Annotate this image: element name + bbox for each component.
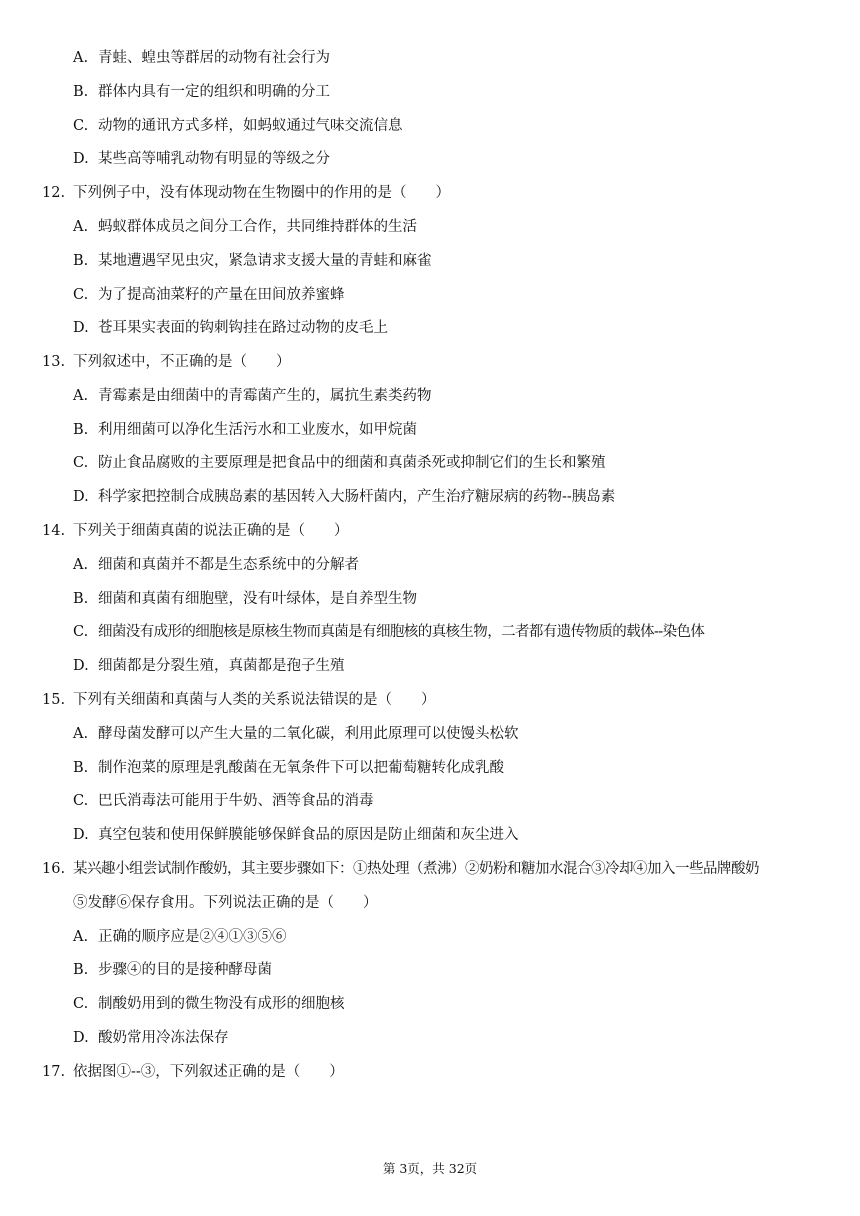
option-text: 酵母菌发酵可以产生大量的二氧化碳，利用此原理可以使馒头松软 [98, 726, 519, 742]
option-text: 蚂蚁群体成员之间分工合作，共同维持群体的生活 [98, 219, 417, 235]
question-number: 16. [42, 861, 66, 877]
option-text: 制酸奶用到的微生物没有成形的细胞核 [98, 996, 345, 1012]
option-text: 细菌都是分裂生殖，真菌都是孢子生殖 [98, 658, 345, 674]
option-text: 群体内具有一定的组织和明确的分工 [98, 84, 330, 100]
option-letter: A. [73, 388, 89, 404]
option-letter: C. [73, 624, 89, 640]
option-text: 细菌没有成形的细胞核是原核生物而真菌是有细胞核的真核生物，二者都有遗传物质的载体--染色体 [98, 624, 705, 640]
option-letter: B. [73, 422, 89, 438]
option-letter: D. [73, 489, 89, 505]
option-text: 苍耳果实表面的钩刺钩挂在路过动物的皮毛上 [98, 320, 388, 336]
option-text: 某些高等哺乳动物有明显的等级之分 [98, 151, 330, 167]
question-number: 13. [42, 354, 66, 370]
question-stem: 下列例子中，没有体现动物在生物圈中的作用的是（ ） [73, 185, 450, 201]
option-text: 细菌和真菌并不都是生态系统中的分解者 [98, 557, 359, 573]
option-text: 防止食品腐败的主要原理是把食品中的细菌和真菌杀死或抑制它们的生长和繁殖 [98, 455, 606, 471]
option-text: 动物的通讯方式多样，如蚂蚁通过气味交流信息 [98, 118, 403, 134]
option-text: 真空包装和使用保鲜膜能够保鲜食品的原因是防止细菌和灰尘进入 [98, 827, 519, 843]
option-letter: D. [73, 658, 89, 674]
option-letter: D. [73, 1030, 89, 1046]
question-stem: 依据图①--③，下列叙述正确的是（ ） [73, 1064, 344, 1080]
option-text: 利用细菌可以净化生活污水和工业废水，如甲烷菌 [98, 422, 417, 438]
option-letter: D. [73, 320, 89, 336]
page-footer: 第 3页，共 32页 [382, 1161, 478, 1176]
option-letter: D. [73, 827, 89, 843]
option-text: 青蛙、蝗虫等群居的动物有社会行为 [98, 50, 330, 66]
question-number: 17. [42, 1064, 66, 1080]
option-letter: C. [73, 118, 89, 134]
question-stem: 下列有关细菌和真菌与人类的关系说法错误的是（ ） [73, 692, 436, 708]
option-letter: A. [73, 557, 89, 573]
option-letter: C. [73, 793, 89, 809]
option-letter: D. [73, 151, 89, 167]
option-letter: C. [73, 996, 89, 1012]
option-letter: B. [73, 760, 89, 776]
option-letter: B. [73, 591, 89, 607]
option-text: 巴氏消毒法可能用于牛奶、酒等食品的消毒 [98, 793, 374, 809]
option-text: 科学家把控制合成胰岛素的基因转入大肠杆菌内，产生治疗糖尿病的药物--胰岛素 [98, 489, 616, 505]
option-text: 制作泡菜的原理是乳酸菌在无氧条件下可以把葡萄糖转化成乳酸 [98, 760, 504, 776]
option-letter: B. [73, 84, 89, 100]
option-letter: A. [73, 929, 89, 945]
question-stem: 下列关于细菌真菌的说法正确的是（ ） [73, 523, 349, 539]
question-stem: 某兴趣小组尝试制作酸奶，其主要步骤如下：①热处理（煮沸）②奶粉和糖加水混合③冷却④加入一些品牌酸奶 [73, 861, 759, 877]
option-text: 为了提高油菜籽的产量在田间放养蜜蜂 [98, 287, 345, 303]
question-number: 12. [42, 185, 66, 201]
option-text: 青霉素是由细菌中的青霉菌产生的，属抗生素类药物 [98, 388, 432, 404]
option-letter: A. [73, 219, 89, 235]
option-text: 步骤④的目的是接种酵母菌 [98, 962, 272, 978]
option-letter: C. [73, 287, 89, 303]
option-letter: C. [73, 455, 89, 471]
question-stem: ⑤发酵⑥保存食用。下列说法正确的是（ ） [73, 895, 378, 911]
option-letter: B. [73, 962, 89, 978]
option-letter: A. [73, 50, 89, 66]
option-letter: A. [73, 726, 89, 742]
option-text: 酸奶常用冷冻法保存 [98, 1030, 229, 1046]
question-number: 15. [42, 692, 66, 708]
question-stem: 下列叙述中，不正确的是（ ） [73, 354, 291, 370]
question-number: 14. [42, 523, 66, 539]
option-letter: B. [73, 253, 89, 269]
option-text: 正确的顺序应是②④①③⑤⑥ [98, 929, 287, 945]
option-text: 细菌和真菌有细胞壁，没有叶绿体，是自养型生物 [98, 591, 417, 607]
option-text: 某地遭遇罕见虫灾，紧急请求支援大量的青蛙和麻雀 [98, 253, 432, 269]
